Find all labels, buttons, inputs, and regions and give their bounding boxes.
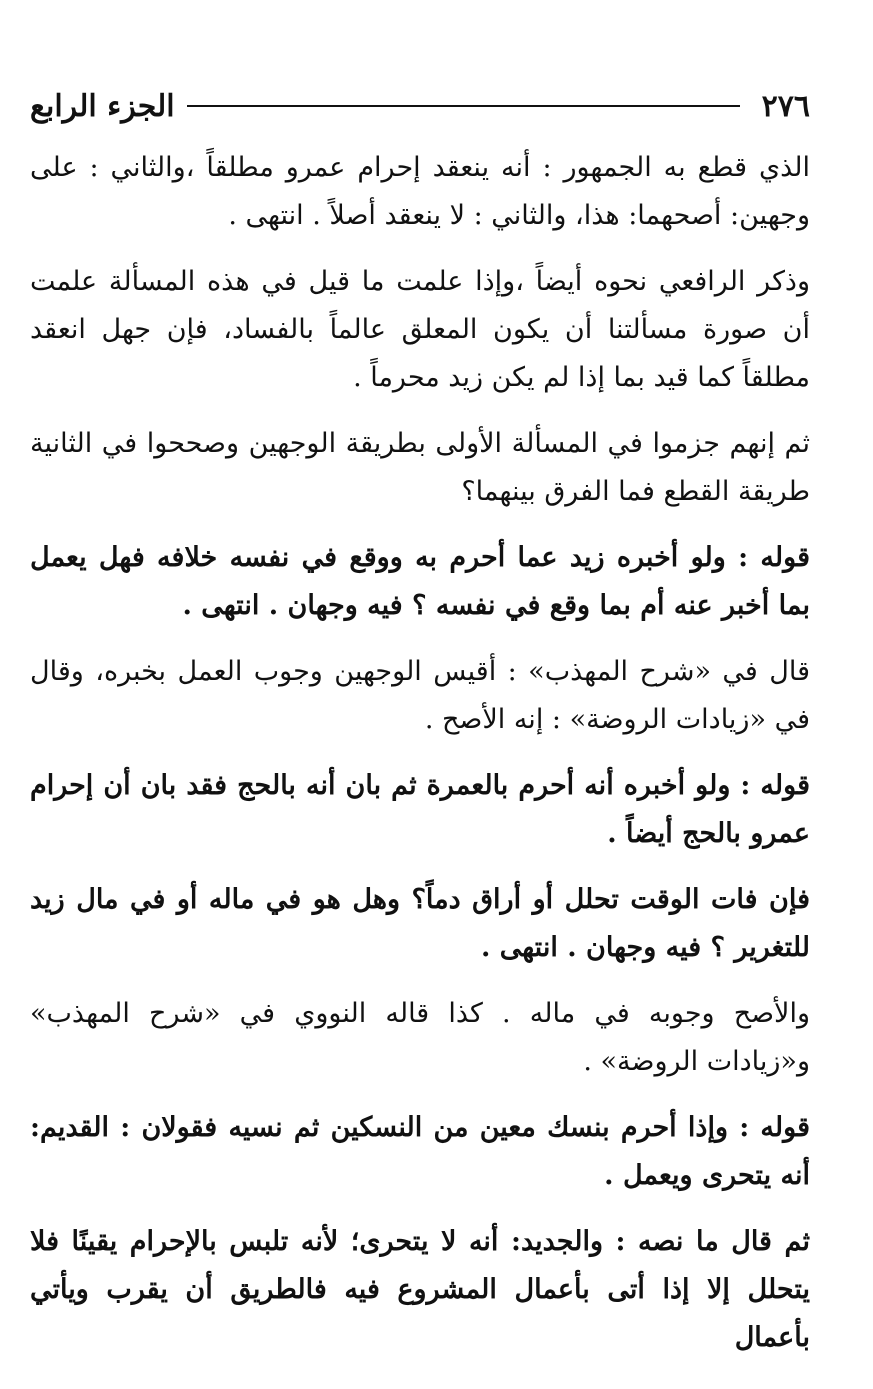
paragraph-9-quote: قوله : وإذا أحرم بنسك معين من النسكين ثم نسيه فقولان : القديم: أنه يتحرى ويعمل . <box>30 1112 810 1191</box>
paragraph-4-quote: قوله : ولو أخبره زيد عما أحرم به ووقع في نفسه خلافه فهل يعمل بما أخبر عنه أم بما وقع في نفسه ؟ فيه وجهان . انتهى . <box>30 542 810 621</box>
page-header <box>30 80 810 132</box>
paragraph-8: والأصح وجوبه في ماله . كذا قاله النووي في «شرح المهذب» و«زيادات الروضة» . <box>30 998 810 1077</box>
paragraph-3: ثم إنهم جزموا في المسألة الأولى بطريقة الوجهين وصححوا في الثانية طريقة القطع فما الفرق بينهما؟ <box>30 428 810 507</box>
paragraph-5: قال في «شرح المهذب» : أقيس الوجهين وجوب العمل بخبره، وقال في «زيادات الروضة» : إنه الأصح . <box>30 656 810 735</box>
paragraph-2: وذكر الرافعي نحوه أيضاً ،وإذا علمت ما قيل في هذه المسألة علمت أن صورة مسألتنا أن يكون المعلق عالماً بالفساد، فإن جهل انعقد مطلقاً كما قيد بما إذا لم يكن زيد محرماً . <box>30 266 810 393</box>
paragraph-7-quote: فإن فات الوقت تحلل أو أراق دماً؟ وهل هو في ماله أو في مال زيد للتغرير ؟ فيه وجهان . انتهى . <box>30 884 810 963</box>
header-rule <box>187 105 740 107</box>
paragraph-6-quote: قوله : ولو أخبره أنه أحرم بالعمرة ثم بان أنه بالحج فقد بان أن إحرام عمرو بالحج أيضاً . <box>30 770 810 849</box>
running-title: الجزء الرابع <box>30 88 175 124</box>
book-page <box>30 80 810 1362</box>
paragraph-10-quote: ثم قال ما نصه : والجديد: أنه لا يتحرى؛ لأنه تلبس بالإحرام يقينًا فلا يتحلل إلا إذا أتى بأعمال المشروع فيه فالطريق أن يقرب ويأتي بأعمال <box>30 1226 810 1353</box>
paragraph-1: الذي قطع به الجمهور : أنه ينعقد إحرام عمرو مطلقاً ،والثاني : على وجهين: أصحهما: هذا، والثاني : لا ينعقد أصلاً . انتهى . <box>30 152 810 231</box>
page-number: ٢٧٦ <box>761 88 810 124</box>
